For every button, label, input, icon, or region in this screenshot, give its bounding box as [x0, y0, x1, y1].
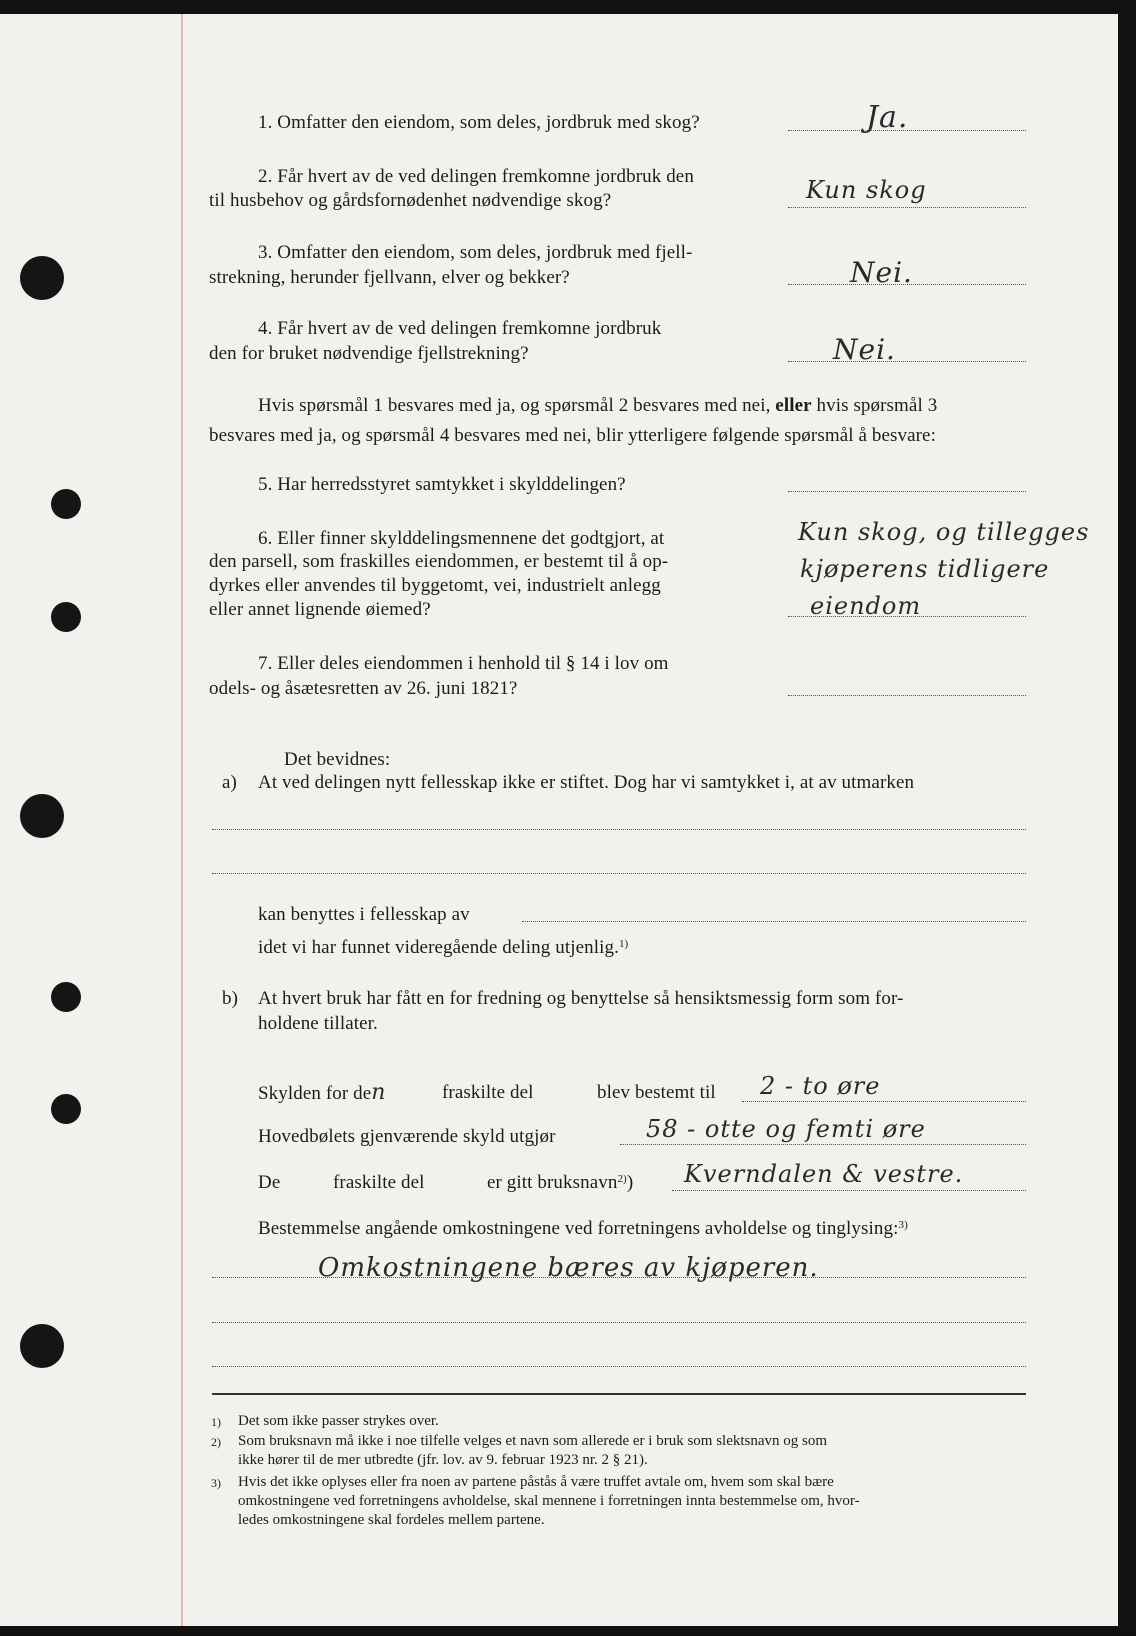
answer-4: Nei. — [833, 333, 896, 366]
question-3-line1: 3. Omfatter den eiendom, som deles, jordbruk med fjell- — [258, 242, 693, 263]
fill-line — [672, 1190, 1026, 1191]
margin-line — [181, 14, 183, 1626]
question-4-line1: 4. Får hvert av de ved delingen fremkomne jordbruk — [258, 318, 662, 339]
skyld-row4-answer: Omkostningene bæres av kjøperen. — [318, 1253, 819, 1283]
condition-line2: besvares med ja, og spørsmål 4 besvares med nei, blir ytterligere følgende spørsmål å besvare: — [209, 425, 936, 446]
skyld-row2-label: Hovedbølets gjenværende skyld utgjør — [258, 1126, 556, 1147]
skyld-row2-answer: 58 - otte og femti øre — [646, 1115, 926, 1143]
question-4-line2: den for bruket nødvendige fjellstrekning? — [209, 343, 529, 364]
footnote-2-mark: 2) — [211, 1435, 221, 1449]
fill-line — [212, 873, 1026, 874]
fill-line — [212, 1366, 1026, 1367]
fill-line — [620, 1144, 1026, 1145]
question-2-line2: til husbehov og gårdsfornødenhet nødvendige skog? — [209, 190, 612, 211]
binder-hole — [20, 256, 64, 300]
skyld-row3-b: fraskilte del — [333, 1172, 425, 1193]
fill-line — [212, 829, 1026, 830]
skyld-row3-c: er gitt bruksnavn$^{2)}$) — [487, 1172, 634, 1193]
binder-hole — [51, 602, 81, 632]
answer-line — [788, 491, 1026, 492]
footnote-2-line2: ikke hører til de mer utbredte (jfr. lov. av 9. februar 1923 nr. 2 § 21). — [238, 1452, 648, 1468]
skyld-row1-a: Skylden for den — [258, 1080, 387, 1105]
question-7-line2: odels- og åsætesretten av 26. juni 1821? — [209, 678, 518, 699]
answer-line — [788, 361, 1026, 362]
question-6-line2: den parsell, som fraskilles eiendommen, er bestemt til å op- — [209, 551, 669, 572]
answer-6-line2: kjøperens tidligere — [800, 555, 1050, 583]
condition-line1: Hvis spørsmål 1 besvares med ja, og spørsmål 2 besvares med nei, eller hvis spørsmål 3 — [258, 395, 938, 416]
binder-hole — [20, 794, 64, 838]
footnote-3-line1: Hvis det ikke oplyses eller fra noen av partene påstås å være truffet avtale om, hvem som skal bære — [238, 1474, 834, 1490]
question-6-line3: dyrkes eller anvendes til byggetomt, vei, industrielt anlegg — [209, 575, 661, 596]
question-6-line1: 6. Eller finner skylddelingsmennene det godtgjort, at — [258, 528, 665, 549]
skyld-row1-answer: 2 - to øre — [760, 1072, 881, 1100]
question-2-line1: 2. Får hvert av de ved delingen fremkomne jordbruk den — [258, 166, 694, 187]
skyld-row1-b: fraskilte del — [442, 1082, 534, 1103]
question-1: 1. Omfatter den eiendom, som deles, jordbruk med skog? — [258, 112, 700, 133]
binder-hole — [51, 982, 81, 1012]
answer-2: Kun skog — [806, 176, 927, 204]
answer-6-line1: Kun skog, og tillegges — [798, 518, 1090, 546]
attest-b-line1: At hvert bruk har fått en for fredning og benyttelse så hensiktsmessig form som for- — [258, 988, 904, 1009]
fill-line — [522, 921, 1026, 922]
fill-line — [742, 1101, 1026, 1102]
binder-hole — [51, 1094, 81, 1124]
idet-line: idet vi har funnet videregående deling utjenlig.$^{1)}$ — [258, 937, 629, 958]
answer-3: Nei. — [850, 256, 913, 289]
kan-benyttes: kan benyttes i fellesskap av — [258, 904, 470, 925]
binder-hole — [51, 489, 81, 519]
answer-line — [788, 695, 1026, 696]
answer-line — [788, 207, 1026, 208]
footnote-1: Det som ikke passer strykes over. — [238, 1413, 439, 1429]
footnote-rule — [212, 1393, 1026, 1395]
attest-a-text: At ved delingen nytt fellesskap ikke er stiftet. Dog har vi samtykket i, at av utmarken — [258, 772, 915, 793]
attest-b-label: b) — [222, 988, 239, 1009]
question-6-line4: eller annet lignende øiemed? — [209, 599, 431, 620]
footnote-1-mark: 1) — [211, 1415, 221, 1429]
fill-line — [212, 1277, 1026, 1278]
question-7-line1: 7. Eller deles eiendommen i henhold til § 14 i lov om — [258, 653, 669, 674]
answer-6-line3: eiendom — [810, 592, 922, 620]
binder-hole — [20, 1324, 64, 1368]
question-3-line2: strekning, herunder fjellvann, elver og bekker? — [209, 267, 570, 288]
question-5: 5. Har herredsstyret samtykket i skylddelingen? — [258, 474, 626, 495]
footnote-3-line2: omkostningene ved forretningens avholdelse, skal mennene i forretningen innta bestemmelse om, hvor- — [238, 1493, 860, 1509]
skyld-row3-answer: Kverndalen & vestre. — [684, 1160, 964, 1188]
attest-heading: Det bevidnes: — [284, 749, 391, 770]
skyld-row1-hand: n — [371, 1080, 387, 1105]
skyld-row3-a: De — [258, 1172, 281, 1193]
footnote-2-line1: Som bruksnavn må ikke i noe tilfelle velges et navn som allerede er i bruk som slektsnavn og som — [238, 1433, 828, 1449]
attest-a-label: a) — [222, 772, 237, 793]
footnote-3-mark: 3) — [211, 1476, 221, 1490]
fill-line — [212, 1322, 1026, 1323]
skyld-row4-label: Bestemmelse angående omkostningene ved forretningens avholdelse og tinglysing:$^{3)}$ — [258, 1218, 908, 1239]
skyld-row1-c: blev bestemt til — [597, 1082, 716, 1103]
footnote-3-line3: ledes omkostningene skal fordeles mellem partene. — [238, 1512, 545, 1528]
attest-b-line2: holdene tillater. — [258, 1013, 378, 1034]
answer-1: Ja. — [866, 100, 909, 135]
